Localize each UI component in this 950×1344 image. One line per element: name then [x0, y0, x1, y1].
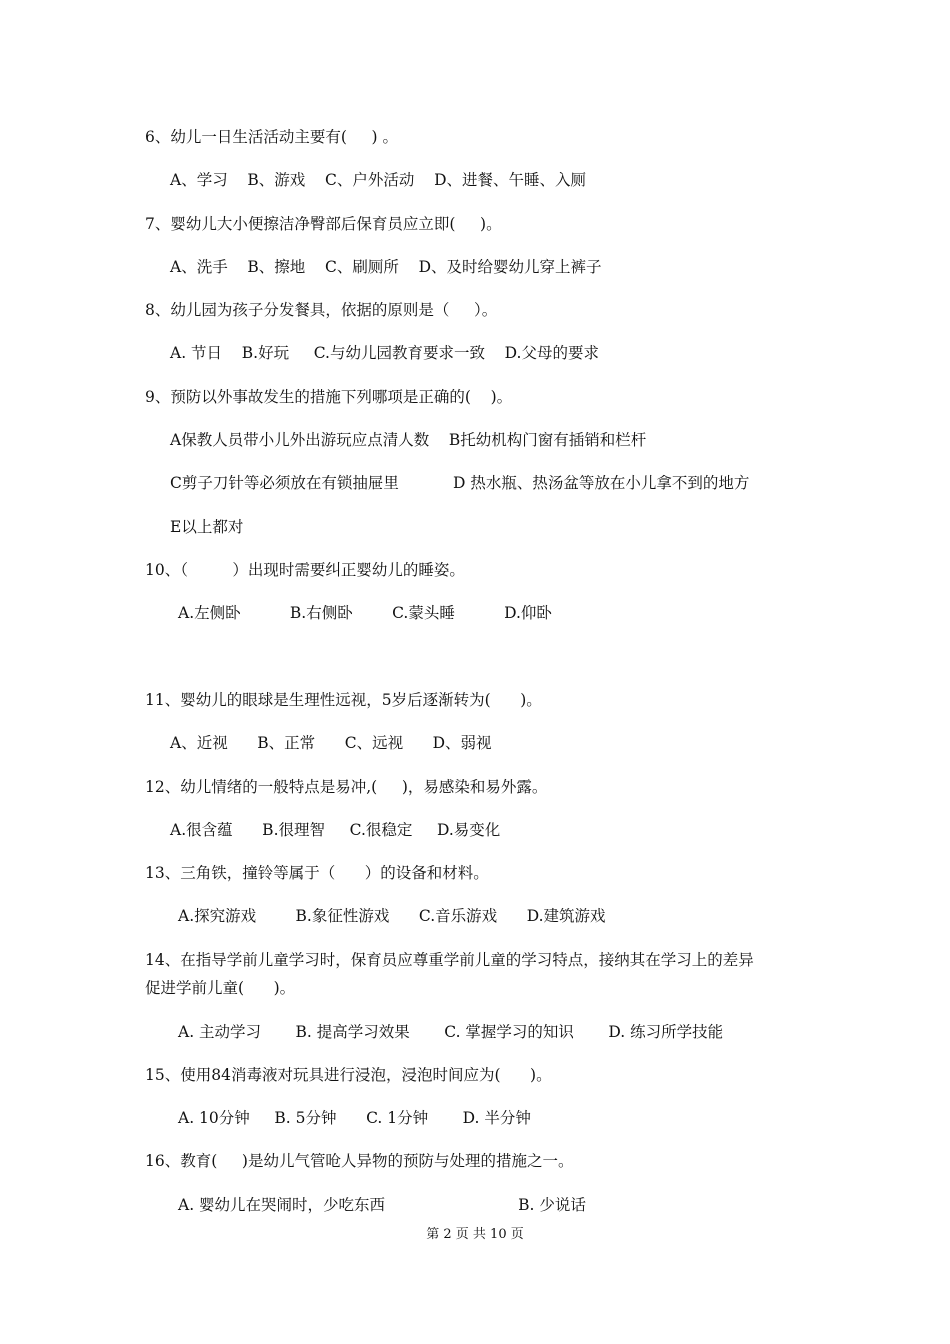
question-9-stem: 9、预防以外事故发生的措施下列哪项是正确的( )。: [145, 388, 513, 406]
question-6-options: A、学习 B、游戏 C、户外活动 D、进餐、午睡、入厕: [170, 171, 586, 189]
question-12-stem: 12、幼儿情绪的一般特点是易冲,( )，易感染和易外露。: [145, 778, 548, 796]
question-10-stem: 10、（ ）出现时需要纠正婴幼儿的睡姿。: [145, 561, 465, 579]
question-15-stem: 15、使用84消毒液对玩具进行浸泡，浸泡时间应为( )。: [145, 1066, 552, 1084]
question-8-stem: 8、幼儿园为孩子分发餐具，依据的原则是（ ）。: [145, 301, 498, 319]
question-12-options: A.很含蕴 B.很理智 C.很稳定 D.易变化: [170, 821, 501, 839]
question-13-options: A.探究游戏 B.象征性游戏 C.音乐游戏 D.建筑游戏: [178, 907, 606, 925]
question-11-options: A、近视 B、正常 C、远视 D、弱视: [170, 734, 492, 752]
question-13-stem: 13、三角铁，撞铃等属于（ ）的设备和材料。: [145, 864, 489, 882]
question-14-stem-line-1: 14、在指导学前儿童学习时，保育员应尊重学前儿童的学习特点，接纳其在学习上的差异: [145, 951, 754, 969]
question-16-stem: 16、教育( )是幼儿气管呛人异物的预防与处理的措施之一。: [145, 1152, 574, 1170]
question-9-option-line-2: C剪子刀针等必须放在有锁抽屉里 D 热水瓶、热汤盆等放在小儿拿不到的地方: [170, 474, 750, 492]
question-7-options: A、洗手 B、擦地 C、刷厕所 D、及时给婴幼儿穿上裤子: [170, 258, 602, 276]
question-11-stem: 11、婴幼儿的眼球是生理性远视，5岁后逐渐转为( )。: [145, 691, 542, 709]
question-15-options: A. 10分钟 B. 5分钟 C. 1分钟 D. 半分钟: [178, 1109, 531, 1127]
question-10-options: A.左侧卧 B.右侧卧 C.蒙头睡 D.仰卧: [178, 604, 552, 622]
question-6-stem: 6、幼儿一日生活活动主要有( ) 。: [145, 128, 399, 146]
question-7-stem: 7、婴幼儿大小便擦洁净臀部后保育员应立即( )。: [145, 215, 502, 233]
page-footer: 第 2 页 共 10 页: [426, 1227, 524, 1242]
question-9-option-line-1: A保教人员带小儿外出游玩应点清人数 B托幼机构门窗有插销和栏杆: [170, 431, 647, 449]
question-9-option-line-3: E以上都对: [170, 518, 244, 536]
question-8-options: A. 节日 B.好玩 C.与幼儿园教育要求一致 D.父母的要求: [170, 344, 599, 362]
question-14-stem-line-2: 促进学前儿童( )。: [145, 979, 296, 997]
question-14-options: A. 主动学习 B. 提高学习效果 C. 掌握学习的知识 D. 练习所学技能: [178, 1023, 724, 1041]
question-16-options: A. 婴幼儿在哭闹时，少吃东西 B. 少说话: [178, 1196, 586, 1214]
